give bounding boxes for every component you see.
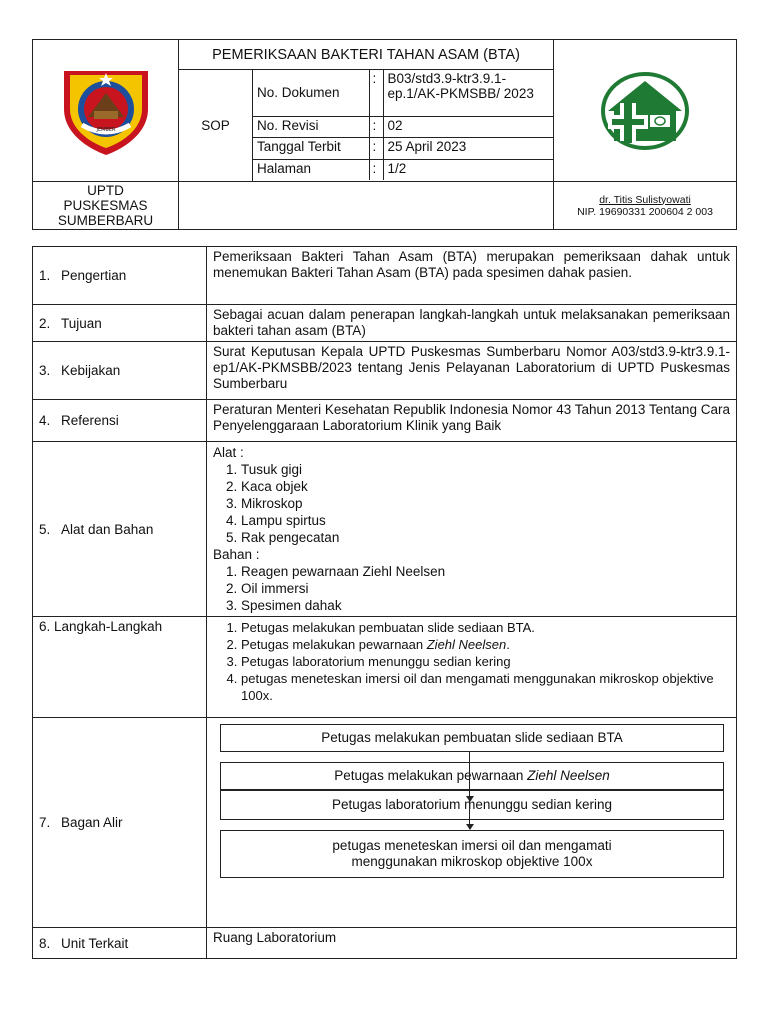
row-label: Bagan Alir <box>61 815 123 830</box>
alat-title: Alat : <box>213 445 244 460</box>
row-number: 4. <box>39 413 51 428</box>
org-line-2: PUSKESMAS <box>63 198 148 213</box>
list-item: 1. Reagen pewarnaan Ziehl Neelsen <box>241 563 730 580</box>
row-alat-bahan <box>33 442 737 617</box>
doc-number-value: B03/std3.9-ktr3.9.1-ep.1/AK-PKMSBB/ 2023 <box>383 70 553 116</box>
row-number: 8. <box>39 935 51 951</box>
row-label: Kebijakan <box>61 363 121 378</box>
row-tujuan <box>33 305 737 342</box>
bahan-title: Bahan : <box>213 547 260 562</box>
row-label: Tujuan <box>61 315 102 331</box>
blank-cell <box>179 182 554 230</box>
row-content: Ruang Laboratorium <box>213 930 337 945</box>
list-item: 4. petugas meneteskan imersi oil dan mengamati menggunakan mikroskop objektive 100x. <box>241 670 730 704</box>
page-value: 1/2 <box>383 159 553 180</box>
org-line-1: UPTD <box>87 183 124 198</box>
row-label: Alat dan Bahan <box>61 521 154 537</box>
row-label: Unit Terkait <box>61 935 129 951</box>
list-item: 1. Tusuk gigi <box>241 461 730 478</box>
row-number: 2. <box>39 315 51 331</box>
org-line-3: SUMBERBARU <box>57 213 154 228</box>
list-item: 1. Petugas melakukan pembuatan slide sediaan BTA. <box>241 619 730 636</box>
list-item: 2. Oil immersi <box>241 580 730 597</box>
row-pengertian <box>33 247 737 305</box>
steps-list <box>213 619 730 704</box>
publish-date-label: Tanggal Terbit <box>253 137 369 159</box>
flow-arrow-2 <box>469 789 470 829</box>
bahan-list <box>213 563 730 614</box>
row-langkah <box>33 617 737 718</box>
flow-box-1: Petugas melakukan pembuatan slide sediaan BTA <box>220 724 724 752</box>
row-content: Pemeriksaan Bakteri Tahan Asam (BTA) merupakan pemeriksaan dahak untuk menemukan Bakteri Tahan Asam (BTA) pada spesimen dahak pasien. <box>213 249 730 280</box>
row-label: Referensi <box>61 413 119 428</box>
row-number: 6. <box>39 619 51 634</box>
signer-name: dr. Titis Sulistyowati <box>599 193 691 206</box>
list-item: 2. Kaca objek <box>241 478 730 495</box>
row-number: 7. <box>39 815 51 830</box>
page-colon: : <box>369 159 383 180</box>
list-item: 5. Rak pengecatan <box>241 529 730 546</box>
list-item: 4. Lampu spirtus <box>241 512 730 529</box>
row-number: 1. <box>39 268 51 283</box>
row-label: Pengertian <box>61 268 127 283</box>
puskesmas-logo <box>600 71 690 151</box>
row-content: Peraturan Menteri Kesehatan Republik Indonesia Nomor 43 Tahun 2013 Tentang Cara Penyelenggaraan Laboratorium Klinik yang Baik <box>213 402 730 433</box>
row-unit-terkait <box>33 928 737 959</box>
kabupaten-logo-cell <box>33 40 179 182</box>
list-item: 3. Spesimen dahak <box>241 597 730 614</box>
document-title: PEMERIKSAAN BAKTERI TAHAN ASAM (BTA) <box>179 40 554 70</box>
signer-nip: NIP. 19690331 200604 2 003 <box>577 205 713 218</box>
revision-value: 02 <box>383 116 553 137</box>
flow-box-3: Petugas laboratorium menunggu sedian kering <box>220 790 724 820</box>
list-item: 3. Petugas laboratorium menunggu sedian kering <box>241 653 730 670</box>
flow-box-4: petugas meneteskan imersi oil dan mengamati menggunakan mikroskop objektive 100x <box>220 830 724 878</box>
flow-box-2: Petugas melakukan pewarnaan Ziehl Neelsen <box>220 762 724 790</box>
sop-label: SOP <box>179 70 253 182</box>
doc-number-colon: : <box>369 70 383 116</box>
signature-block <box>554 182 737 230</box>
svg-text:JEMBER: JEMBER <box>95 126 116 133</box>
row-kebijakan <box>33 342 737 400</box>
row-label: Langkah-Langkah <box>54 619 163 634</box>
revision-label: No. Revisi <box>253 116 369 137</box>
doc-number-label: No. Dokumen <box>257 85 340 101</box>
row-content: Surat Keputusan Kepala UPTD Puskesmas Sumberbaru Nomor A03/std3.9-ktr3.9.1-ep1/AK-PKMSBB/2023 tentang Jenis Pelayanan Laboratorium di UPTD Puskesmas Sumberbaru <box>213 344 730 391</box>
sop-header <box>32 39 737 230</box>
row-content: Sebagai acuan dalam penerapan langkah-langkah untuk melaksanakan pemeriksaan bakteri tahan asam (BTA) <box>213 307 730 338</box>
row-number: 3. <box>39 363 51 378</box>
organization-name <box>33 182 179 230</box>
row-number: 5. <box>39 521 51 537</box>
document-info <box>253 70 554 182</box>
alat-list <box>213 461 730 546</box>
publish-date-value: 25 April 2023 <box>383 137 553 159</box>
list-item: 3. Mikroskop <box>241 495 730 512</box>
list-item: 2. Petugas melakukan pewarnaan Ziehl Neelsen. <box>241 636 730 653</box>
kabupaten-jember-logo <box>58 65 154 157</box>
page-label: Halaman <box>253 159 369 180</box>
publish-date-colon: : <box>369 137 383 159</box>
row-referensi <box>33 400 737 442</box>
revision-colon: : <box>369 116 383 137</box>
puskesmas-logo-cell <box>554 40 737 182</box>
